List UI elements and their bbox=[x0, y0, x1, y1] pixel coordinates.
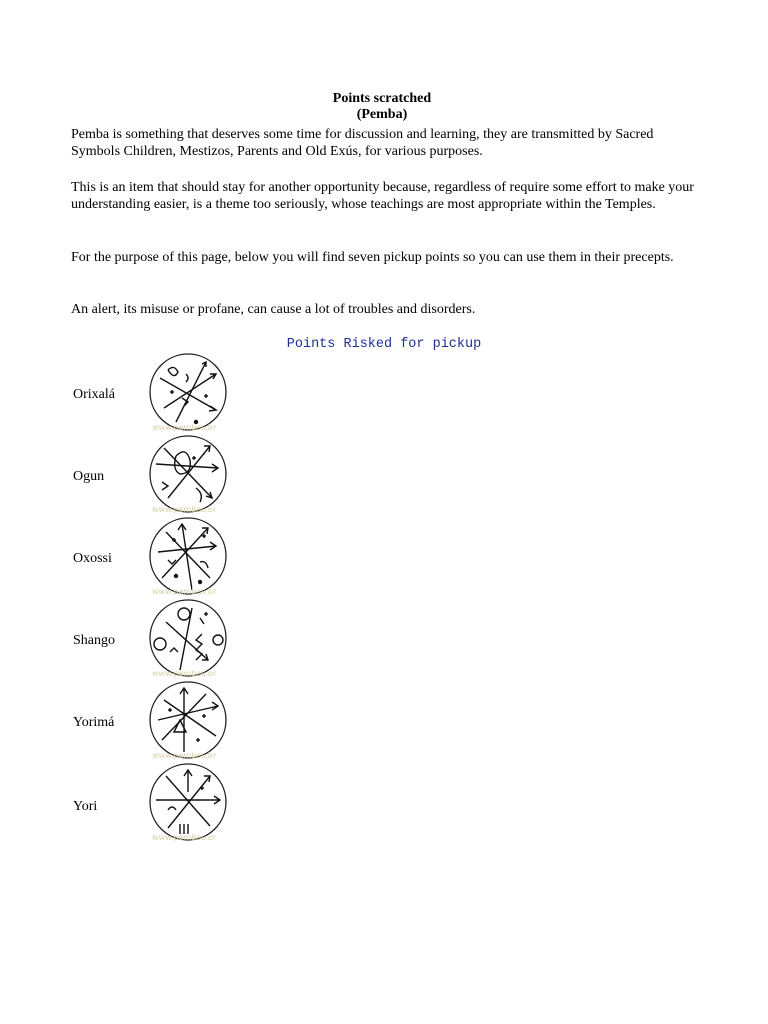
point-row-orixala bbox=[0, 352, 768, 434]
shango-pemba-symbol-image bbox=[146, 598, 232, 684]
orixala-pemba-symbol-image bbox=[146, 352, 232, 438]
section-heading: Points Risked for pickup bbox=[286, 337, 482, 352]
point-row-yori bbox=[0, 762, 768, 844]
svg-text:www.pembas.br: www.pembas.br bbox=[152, 669, 217, 678]
svg-text:www.pembas.br: www.pembas.br bbox=[152, 751, 217, 760]
point-row-ogun bbox=[0, 434, 768, 516]
point-name: Yorimá bbox=[73, 715, 115, 730]
paragraph-alert: An alert, its misuse or profane, can cause a lot of troubles and disorders. bbox=[71, 302, 476, 317]
point-row-shango bbox=[0, 598, 768, 680]
paragraph-temples: This is an item that should stay for another opportunity because, regardless of require some effort to make your understanding easier, is a theme too seriously, whose teachings are most appropriate within the Temples. bbox=[71, 180, 694, 212]
svg-text:www.pembas.br: www.pembas.br bbox=[152, 587, 217, 596]
oxossi-pemba-symbol-image bbox=[146, 516, 232, 602]
paragraph-intro: Pemba is something that deserves some time for discussion and learning, they are transmitted by Sacred Symbols Children, Mestizos, Parents and Old Exús, for various purposes. bbox=[71, 127, 654, 159]
document-title: Points scratched bbox=[332, 91, 432, 106]
yorima-pemba-symbol-image bbox=[146, 680, 232, 766]
title-block bbox=[0, 91, 764, 123]
paragraph-purpose: For the purpose of this page, below you will find seven pickup points so you can use them in their precepts. bbox=[71, 250, 674, 265]
ogun-pemba-symbol-image bbox=[146, 434, 232, 520]
point-name: Ogun bbox=[73, 469, 105, 484]
point-row-oxossi bbox=[0, 516, 768, 598]
document-subtitle: (Pemba) bbox=[356, 107, 408, 122]
svg-text:www.pembas.br: www.pembas.br bbox=[152, 423, 217, 432]
point-row-yorima bbox=[0, 680, 768, 762]
point-name: Oxossi bbox=[73, 551, 112, 566]
yori-pemba-symbol-image bbox=[146, 762, 232, 848]
point-name: Orixalá bbox=[73, 387, 115, 402]
svg-text:www.pembas.br: www.pembas.br bbox=[152, 505, 217, 514]
point-name: Shango bbox=[73, 633, 115, 648]
svg-text:www.pembas.br: www.pembas.br bbox=[152, 833, 217, 842]
point-name: Yori bbox=[73, 799, 98, 814]
